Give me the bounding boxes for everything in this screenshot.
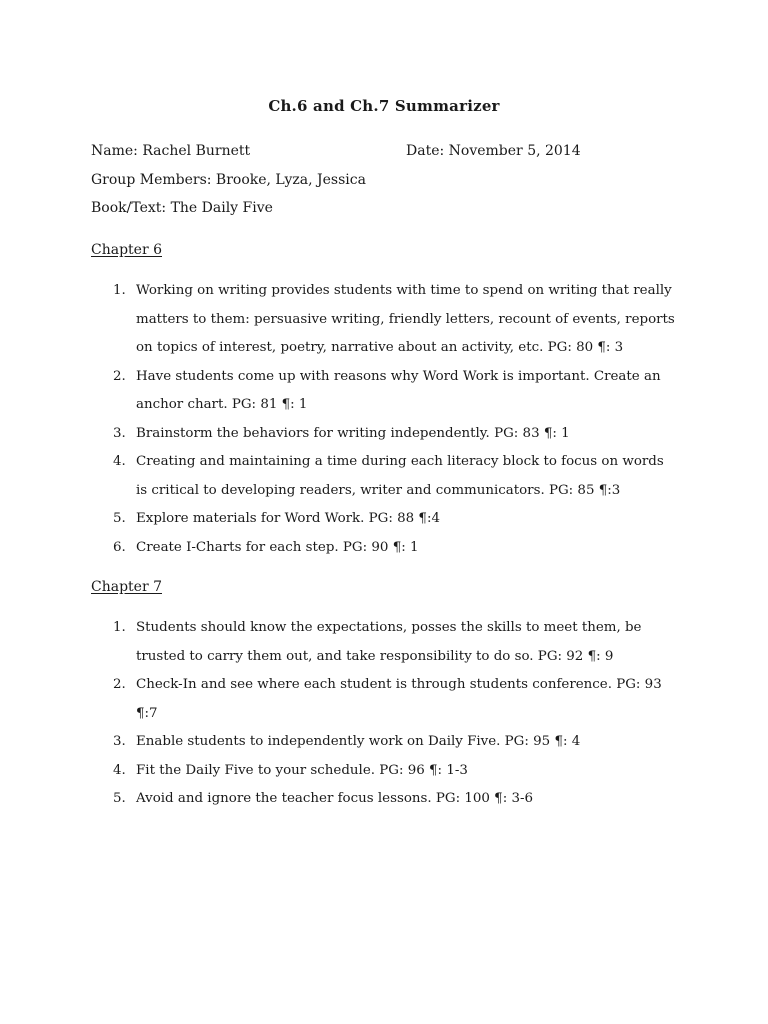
list-item-number: 1. (113, 620, 126, 635)
list-item-number: 4. (113, 762, 126, 778)
list-item-text: Create I-Charts for each step. PG: 90 ¶: 1 (136, 539, 419, 555)
list-item-text: Working on writing provides students with time to spend on writing that really matters to them: persuasive writing, friendly letters, recount of events, reports on topics of interest, poetry, narrative about an activity, etc. PG: 80 ¶: 3 (136, 283, 675, 355)
list-item (0, 534, 768, 563)
list-item (0, 363, 768, 420)
list-item-text: Brainstorm the behaviors for writing independently. PG: 83 ¶: 1 (136, 425, 570, 441)
chapter-7-heading: Chapter 7 (91, 579, 162, 595)
list-item (0, 448, 768, 505)
list-item-number: 2. (113, 368, 126, 384)
list-item-text: Check-In and see where each student is through students conference. PG: 93 ¶:7 (136, 677, 662, 721)
list-item (0, 785, 768, 814)
list-item-text: Explore materials for Word Work. PG: 88 ¶:4 (136, 511, 440, 526)
date-line: Date: November 5, 2014 (406, 143, 581, 159)
chapter-6-list (0, 277, 768, 562)
list-item-number: 3. (113, 425, 126, 441)
name-line: Name: Rachel Burnett (91, 143, 251, 159)
chapter-7-list (0, 614, 768, 814)
chapter-6-heading: Chapter 6 (91, 242, 162, 258)
document-title: Ch.6 and Ch.7 Summarizer (268, 97, 500, 115)
list-item-text: Students should know the expectations, posses the skills to meet them, be trusted to carry them out, and take responsibility to do so. PG: 92 ¶: 9 (136, 620, 642, 664)
list-item (0, 505, 768, 534)
list-item (0, 728, 768, 757)
list-item (0, 757, 768, 786)
list-item-number: 4. (113, 454, 126, 469)
list-item (0, 420, 768, 449)
list-item-text: Fit the Daily Five to your schedule. PG: 96 ¶: 1-3 (136, 762, 468, 778)
list-item (0, 671, 768, 728)
list-item-number: 5. (113, 511, 126, 526)
list-item-number: 6. (113, 539, 126, 555)
list-item-number: 3. (113, 734, 126, 749)
list-item (0, 614, 768, 671)
book-text-line: Book/Text: The Daily Five (91, 200, 273, 216)
list-item-text: Enable students to independently work on Daily Five. PG: 95 ¶: 4 (136, 734, 581, 749)
list-item-number: 2. (113, 677, 126, 692)
list-item-text: Have students come up with reasons why Word Work is important. Create an anchor chart. PG: 81 ¶: 1 (136, 368, 661, 412)
list-item (0, 277, 768, 363)
list-item-number: 5. (113, 791, 126, 806)
list-item-text: Avoid and ignore the teacher focus lessons. PG: 100 ¶: 3-6 (136, 791, 534, 806)
list-item-text: Creating and maintaining a time during each literacy block to focus on words is critical to developing readers, writer and communicators. PG: 85 ¶:3 (136, 454, 664, 498)
group-members-line: Group Members: Brooke, Lyza, Jessica (91, 172, 366, 188)
list-item-number: 1. (113, 283, 126, 298)
